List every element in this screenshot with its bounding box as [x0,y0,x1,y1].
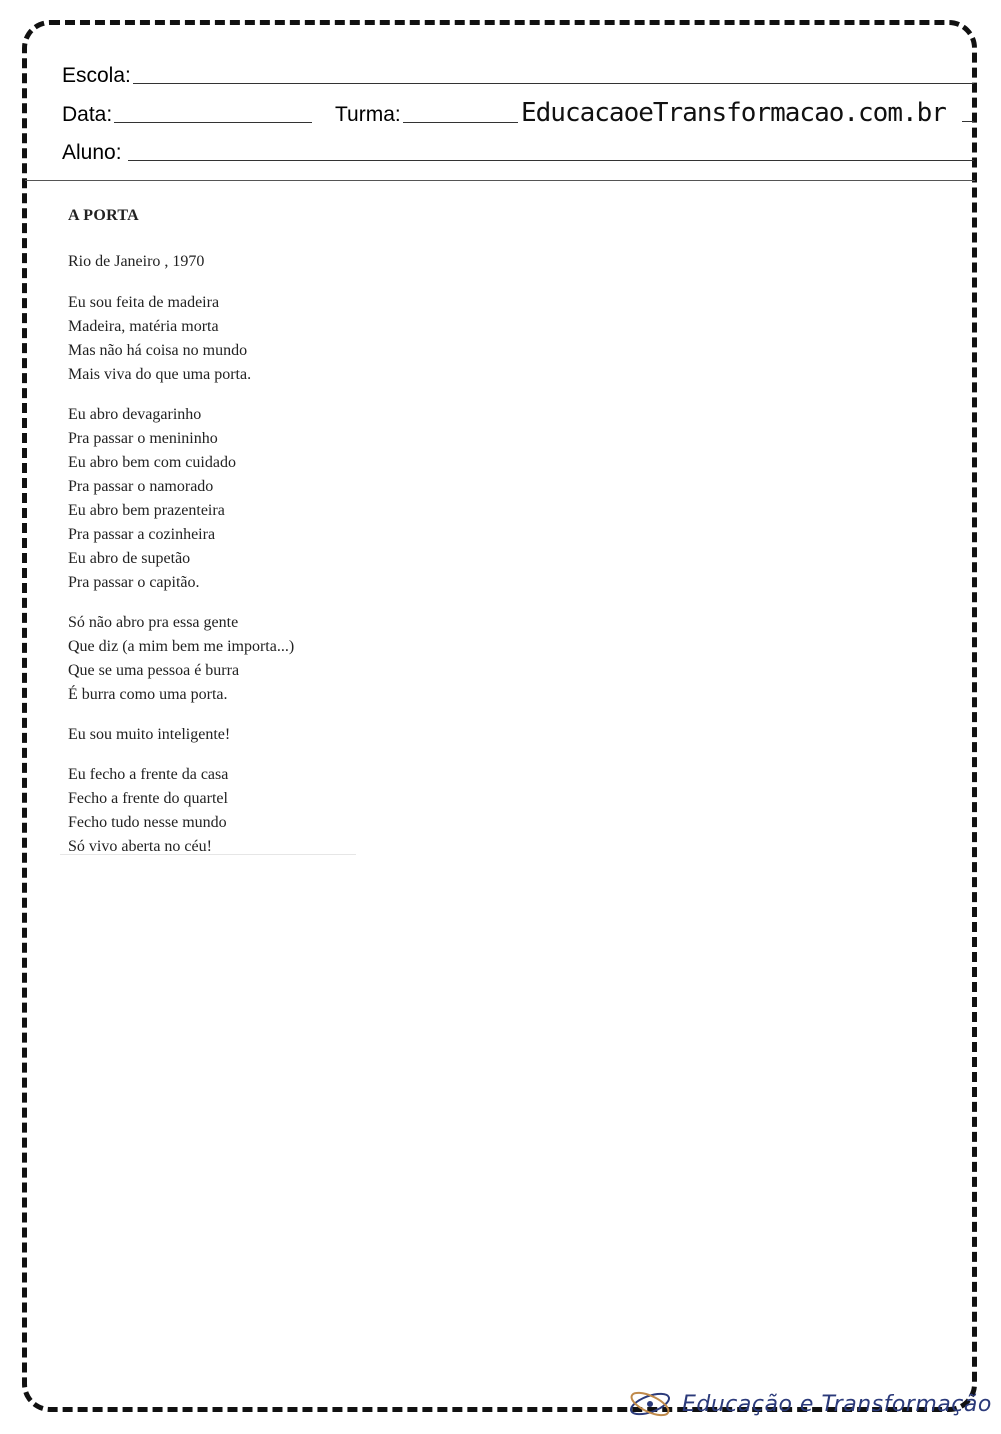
aluno-field [62,141,974,165]
data-field [62,103,312,127]
poem-verse: Pra passar o menininho [68,430,218,447]
website-watermark: EducacaoeTransformacao.com.br [521,98,946,128]
poem-stanzas [68,291,294,859]
poem-stanza [68,403,294,595]
poem-verse: Só não abro pra essa gente [68,614,239,631]
logo-text: Educação e Transformação [682,1391,992,1417]
poem-place-date: Rio de Janeiro , 1970 [68,253,205,270]
poem-verse: É burra como uma porta. [68,686,228,703]
escola-blank-line[interactable] [133,82,974,84]
turma-field [335,103,518,127]
turma-label: Turma: [335,103,401,126]
poem-verse: Eu sou feita de madeira [68,294,220,311]
poem-stanza [68,723,294,747]
poem-verse: Que diz (a mim bem me importa...) [68,638,295,655]
poem-verse: Mas não há coisa no mundo [68,342,248,359]
poem [68,207,294,875]
brand-logo [628,1386,992,1422]
data-blank-line[interactable] [114,121,312,123]
poem-verse: Eu abro de supetão [68,550,191,567]
poem-stanza [68,611,294,707]
header-separator [25,180,975,181]
poem-verse: Eu abro bem prazenteira [68,502,225,519]
poem-stanza [68,291,294,387]
poem-verse: Fecho tudo nesse mundo [68,814,227,831]
poem-verse: Madeira, matéria morta [68,318,219,335]
poem-verse: Que se uma pessoa é burra [68,662,240,679]
escola-field [62,64,974,88]
poem-verse: Eu abro bem com cuidado [68,454,236,471]
escola-label: Escola: [62,64,131,87]
turma-blank-line[interactable] [403,121,518,123]
poem-verse: Eu fecho a frente da casa [68,766,229,783]
poem-verse: Pra passar o capitão. [68,574,200,591]
aluno-label: Aluno: [62,141,122,164]
poem-title: A PORTA [68,207,140,224]
poem-verse: Eu sou muito inteligente! [68,726,231,743]
aluno-blank-line[interactable] [128,159,974,161]
atom-orbit-icon [628,1386,674,1422]
poem-verse: Eu abro devagarinho [68,406,202,423]
poem-verse: Pra passar o namorado [68,478,214,495]
poem-verse: Pra passar a cozinheira [68,526,216,543]
poem-verse: Só vivo aberta no céu! [68,838,212,855]
poem-verse: Mais viva do que uma porta. [68,366,252,383]
poem-verse: Fecho a frente do quartel [68,790,228,807]
website-trailing-line [962,121,974,122]
poem-stanza [68,763,294,859]
data-label: Data: [62,103,113,126]
poem-end-rule [60,854,356,855]
